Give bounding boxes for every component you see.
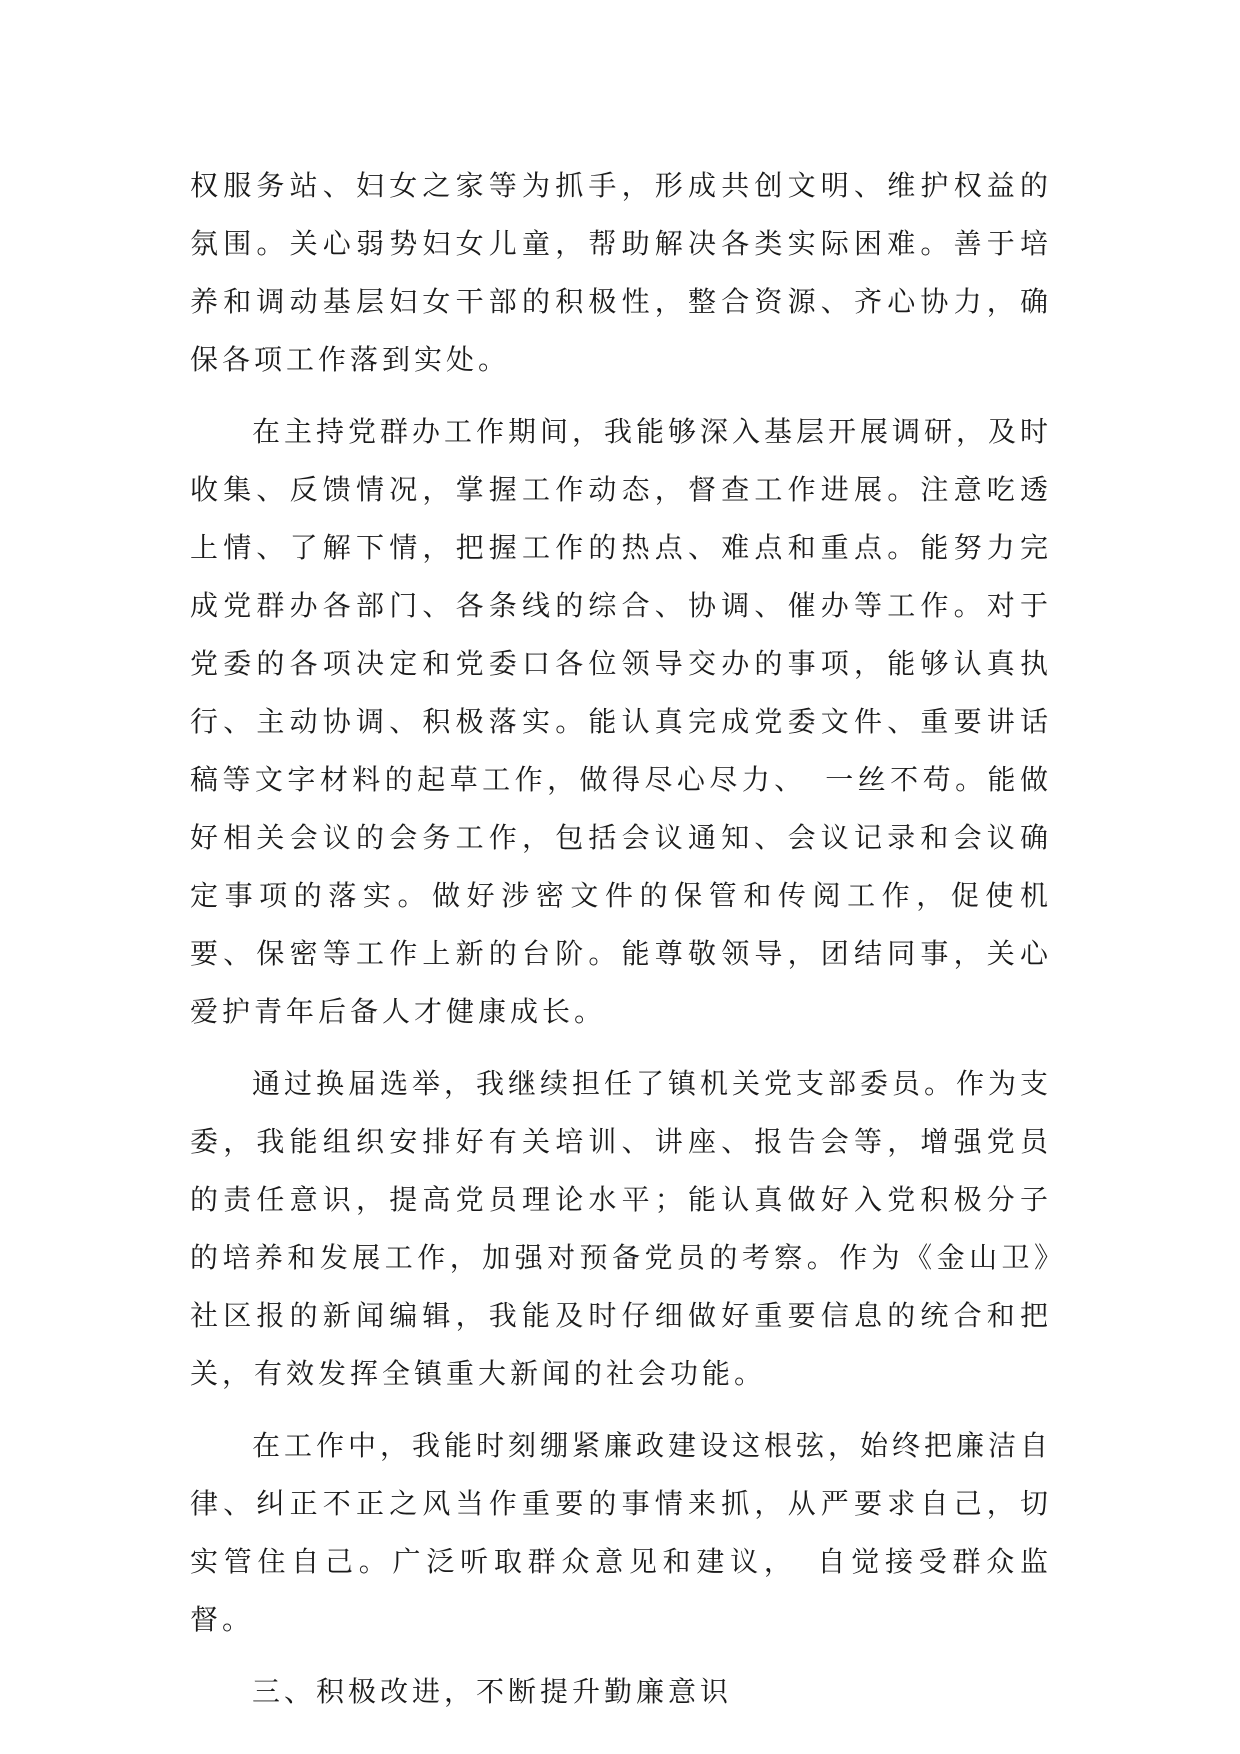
paragraph-3: 通过换届选举，我继续担任了镇机关党支部委员。作为支委，我能组织安排好有关培训、讲座、报告会等，增强党员的责任意识，提高党员理论水平；能认真做好入党积极分子的培养和发展工作，加强对预备党员的考察。作为《金山卫》社区报的新闻编辑，我能及时仔细做好重要信息的统合和把关，有效发挥全镇重大新闻的社会功能。 — [190, 1067, 1053, 1390]
document-body — [190, 157, 1052, 1735]
paragraph-2: 在主持党群办工作期间，我能够深入基层开展调研，及时收集、反馈情况，掌握工作动态，督查工作进展。注意吃透上情、了解下情，把握工作的热点、难点和重点。能努力完成党群办各部门、各条线的综合、协调、催办等工作。对于党委的各项决定和党委口各位领导交办的事项，能够认真执行、主动协调、积极落实。能认真完成党委文件、重要讲话稿等文字材料的起草工作，做得尽心尽力、 一丝不苟。能做好相关会议的会务工作，包括会议通知、会议记录和会议确定事项的落实。做好涉密文件的保管和传阅工作，促使机要、保密等工作上新的台阶。能尊敬领导，团结同事，关心爱护青年后备人才健康成长。 — [190, 415, 1053, 1028]
paragraph-1: 权服务站、妇女之家等为抓手，形成共创文明、维护权益的氛围。关心弱势妇女儿童，帮助解决各类实际困难。善于培养和调动基层妇女干部的积极性，整合资源、齐心协力，确保各项工作落到实处。 — [190, 169, 1052, 376]
paragraph-4: 在工作中，我能时刻绷紧廉政建设这根弦，始终把廉洁自律、纠正不正之风当作重要的事情来抓，从严要求自己，切实管住自己。广泛听取群众意见和建议， 自觉接受群众监督。 — [190, 1429, 1053, 1636]
section-heading: 三、积极改进，不断提升勤廉意识 — [252, 1675, 733, 1708]
